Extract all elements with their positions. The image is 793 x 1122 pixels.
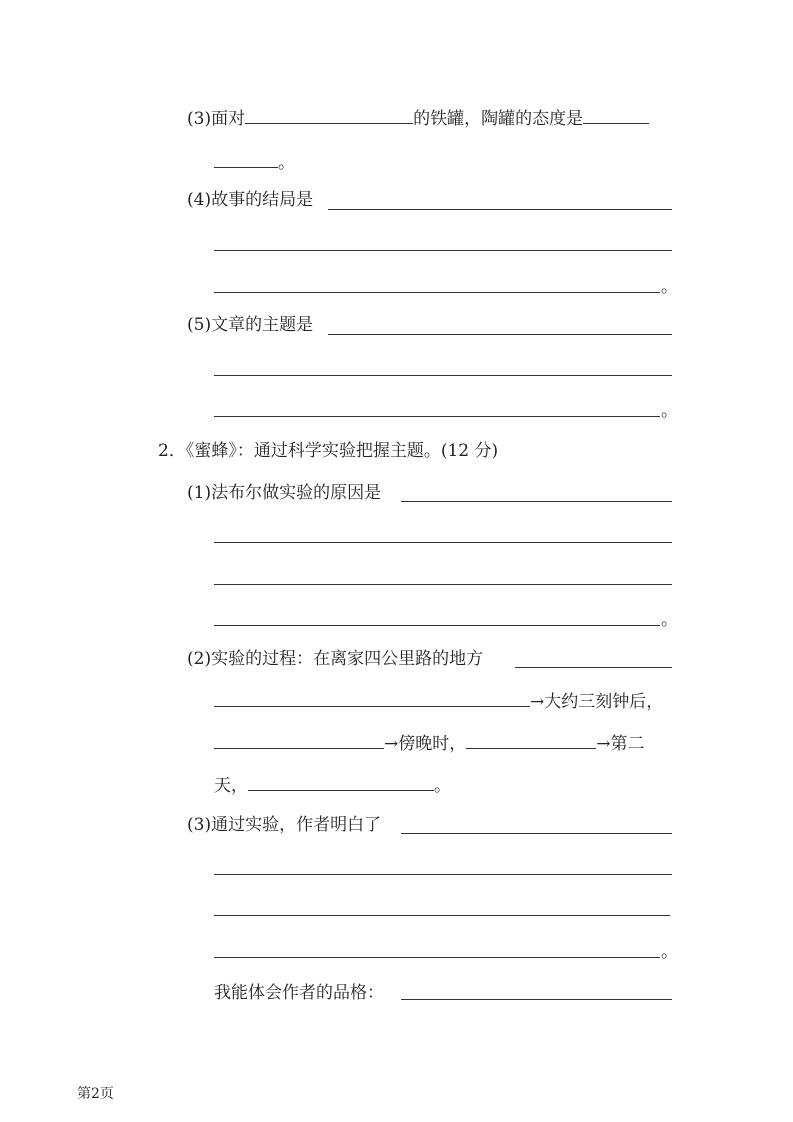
q3-end: 。: [278, 153, 295, 173]
q3-blank-2b[interactable]: [214, 150, 278, 168]
s1-label: (1)法布尔做实验的原因是: [187, 483, 382, 503]
q4-blank-3[interactable]: [214, 292, 660, 293]
q3-blank-1[interactable]: [245, 106, 413, 124]
s1-end: 。: [661, 610, 678, 630]
q5-label: (5)文章的主题是: [187, 315, 314, 335]
q4-blank-2[interactable]: [214, 250, 672, 251]
s2-label: (2)实验的过程：在离家四公里路的地方: [187, 649, 484, 669]
s3-quality-label: 我能体会作者的品格：: [214, 983, 384, 1003]
s2-line2: [214, 689, 663, 713]
s2-line3: [214, 731, 645, 755]
q3-mid: 的铁罐，陶罐的态度是: [413, 109, 584, 129]
s2-blank-1[interactable]: [515, 667, 672, 668]
s1-line1: [187, 482, 381, 504]
q4-blank-1[interactable]: [328, 209, 672, 210]
s3-end: 。: [661, 942, 678, 962]
s2-arrow2: →傍晚时，: [384, 734, 467, 754]
s3-quality-line: [214, 982, 384, 1004]
s1-blank-1[interactable]: [401, 501, 672, 502]
s1-blank-3[interactable]: [214, 584, 672, 585]
q5-line1: [187, 314, 313, 336]
q4-label: (4)故事的结局是: [187, 190, 314, 210]
q3-label: (3)面对: [187, 109, 246, 129]
q4-line1: [187, 189, 313, 211]
q3-line1: [187, 106, 649, 130]
s2-blank-5[interactable]: [248, 773, 434, 791]
s2-arrow1: →大约三刻钟后，: [530, 692, 664, 712]
s2-end: 。: [434, 776, 451, 796]
s3-quality-blank[interactable]: [401, 999, 672, 1000]
s3-label: (3)通过实验，作者明白了: [187, 815, 382, 835]
s2-day: 天，: [214, 776, 248, 796]
page-number: 第2页: [77, 1086, 114, 1102]
s3-blank-2[interactable]: [214, 874, 672, 875]
s2-line1: [187, 648, 483, 670]
s2-line4: [214, 773, 451, 797]
s3-line1: [187, 814, 381, 836]
s3-blank-3[interactable]: [214, 915, 670, 916]
q5-end: 。: [661, 401, 678, 421]
q3-line2: [214, 150, 295, 174]
q5-blank-1[interactable]: [328, 334, 672, 335]
s2-arrow3: →第二: [596, 734, 645, 754]
s1-blank-4[interactable]: [214, 625, 660, 626]
q4-end: 。: [661, 277, 678, 297]
q3-blank-2a[interactable]: [583, 106, 649, 124]
q5-blank-2[interactable]: [214, 375, 672, 376]
s2-blank-3[interactable]: [214, 731, 384, 749]
s2-blank-4[interactable]: [466, 731, 596, 749]
section2-title: 2．《蜜蜂》：通过科学实验把握主题。(12 分): [158, 441, 499, 461]
s1-blank-2[interactable]: [214, 542, 672, 543]
s3-blank-1[interactable]: [401, 833, 672, 834]
s2-blank-2[interactable]: [214, 689, 530, 707]
q5-blank-3[interactable]: [214, 416, 660, 417]
s3-blank-4[interactable]: [214, 957, 660, 958]
